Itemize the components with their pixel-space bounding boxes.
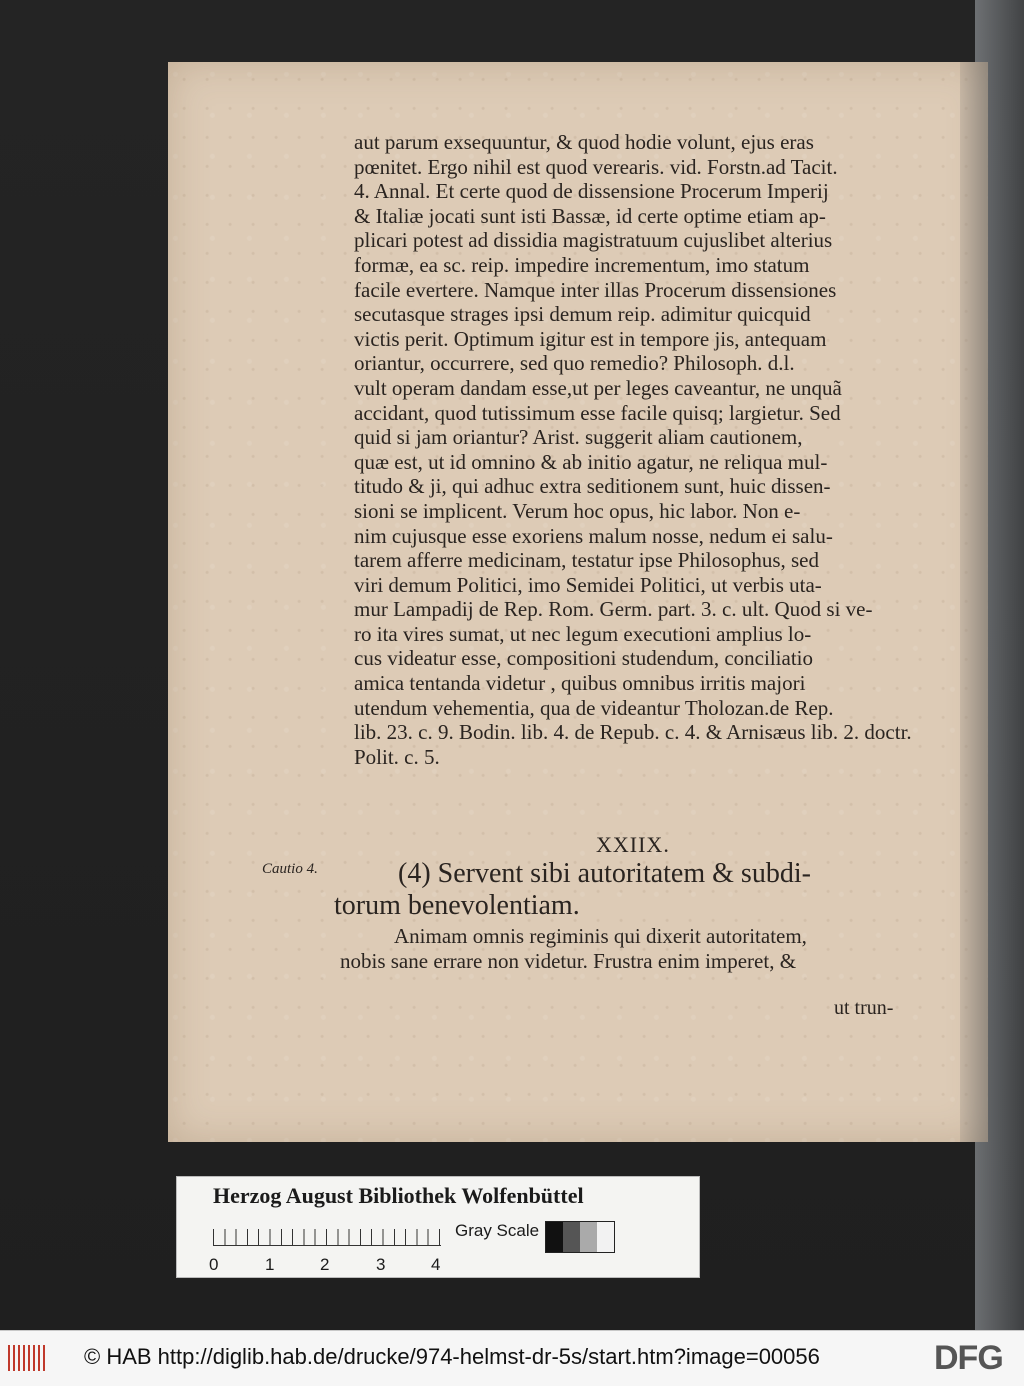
main-text-block [354,130,960,769]
text-line: sioni se implicent. Verum hoc opus, hic labor. Non e- [354,498,801,523]
text-line: oriantur, occurrere, sed quo remedio? Philosoph. d.l. [354,351,795,376]
text-line: (4) Servent sibi autoritatem & subdi- [398,858,811,889]
text-line: facile evertere. Namque inter illas Procerum dissensiones [354,277,837,302]
copyright-url[interactable]: © HAB http://diglib.hab.de/drucke/974-helmst-dr-5s/start.htm?image=00056 [84,1344,820,1369]
text-line: victis perit. Optimum igitur est in tempore jis, antequam [354,326,827,351]
text-line: tarem afferre medicinam, testatur ipse Philosophus, sed [354,548,819,573]
gray-swatch [580,1222,597,1252]
text-line: pœnitet. Ergo nihil est quod verearis. vid. Forstn.ad Tacit. [354,154,838,179]
text-line: lib. 23. c. 9. Bodin. lib. 4. de Repub. c. 4. & Arnisæus lib. 2. doctr. [354,720,912,745]
text-line: utendum vehementia, qua de videantur Tholozan.de Rep. [354,695,834,720]
text-line: secutasque strages ipsi demum reip. adimitur quicquid [354,302,811,327]
text-line: 4. Annal. Et certe quod de dissensione Procerum Imperij [354,179,829,204]
text-line: quæ est, ut id omnino & ab initio agatur, ne reliqua mul- [354,449,828,474]
text-line: Animam omnis regiminis qui dixerit autoritatem, [394,924,807,948]
text-line: cus videatur esse, compositioni studendum, conciliatio [354,646,813,671]
text-line: aut parum exsequuntur, & quod hodie volunt, ejus eras [354,130,814,154]
catchword: ut trun- [834,997,894,1019]
margin-note: Cautio 4. [262,861,318,877]
dfg-logo: DFG [934,1339,1003,1377]
ruler-number: 1 [265,1255,275,1274]
ruler-number: 2 [320,1255,330,1274]
gray-swatch [546,1222,563,1252]
text-line: vult operam dandam esse,ut per leges caveantur, ne unquã [354,375,842,400]
text-line: & Italiæ jocati sunt isti Bassæ, id certe optime etiam ap- [354,203,826,228]
second-paragraph [340,924,930,973]
text-line: mur Lampadij de Rep. Rom. Germ. part. 3. c. ult. Quod si ve- [354,597,873,622]
ruler-number: 0 [209,1255,219,1274]
ruler-number: 4 [431,1255,441,1274]
section-number: XXIIX. [596,832,670,857]
text-line: accidant, quod tutissimum esse facile quisq; largietur. Sed [354,400,841,425]
text-line: amica tentanda videtur , quibus omnibus irritis majori [354,671,806,696]
text-line: torum benevolentiam. [334,890,580,921]
color-reference-card [176,1176,700,1278]
caution-heading [334,858,944,922]
barcode-icon [8,1345,46,1371]
gray-swatch [597,1222,614,1252]
gray-scale-swatches [545,1221,615,1253]
library-name: Herzog August Bibliothek Wolfenbüttel [213,1183,584,1208]
page-shadow-edge [960,62,988,1142]
ruler-number: 3 [376,1255,386,1274]
text-line: plicari potest ad dissidia magistratuum cujuslibet alterius [354,228,833,253]
footer-bar [0,1330,1024,1386]
measurement-ruler [213,1221,441,1246]
text-line: formæ, ea sc. reip. impedire incrementum, imo statum [354,252,810,277]
text-line: nobis sane errare non videtur. Frustra enim imperet, & [340,948,797,973]
gray-swatch [563,1222,580,1252]
text-line: titudo & ji, qui adhuc extra seditionem sunt, huic dissen- [354,474,831,499]
text-line: ro ita vires sumat, ut nec legum executioni amplius lo- [354,621,812,646]
text-line: quid si jam oriantur? Arist. suggerit aliam cautionem, [354,425,803,450]
text-line: Polit. c. 5. [354,744,440,769]
text-line: nim cujusque esse exoriens malum nosse, nedum ei salu- [354,523,833,548]
text-line: viri demum Politici, imo Semidei Politici, ut verbis uta- [354,572,822,597]
gray-scale-label: Gray Scale [455,1221,540,1240]
